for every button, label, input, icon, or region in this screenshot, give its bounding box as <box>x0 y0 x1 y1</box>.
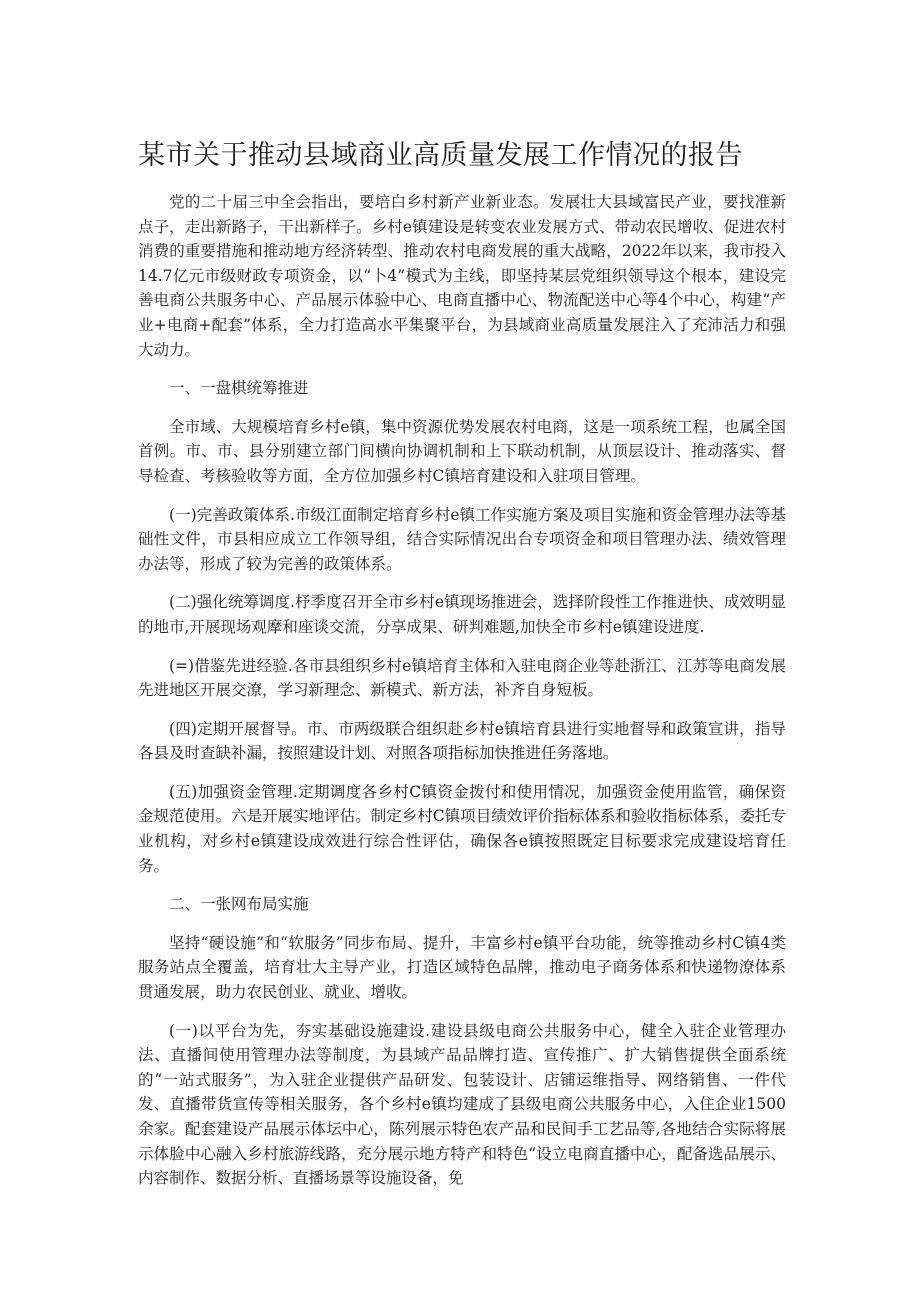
section1-item-2: (二)强化统筹调度.杼季度召开全市乡村e镇现场推进会，选择阶段性工作推进快、成效明显的地市,开展现场观摩和座谈交流，分享成果、研判难题,加快全市乡村e镇建设进度. <box>138 593 786 636</box>
section-heading-2: 二、一张网布局实施 <box>169 895 309 914</box>
section2-intro-paragraph: 坚持“硬设施”和“软服务”同步布局、提升，丰富乡村e镇平台功能，统等推动乡村C镇4类服务站点全覆盖，培育壮大主导产业，打造区域特色品牌，推动电子商务体系和快递物潦体系贯通发展，助力农民创业、就业、增收。 <box>138 933 786 1002</box>
page-title: 某市关于推动县域商业高质量发展工作情况的报告 <box>138 140 743 171</box>
section1-intro-paragraph: 全市域、大规模培育乡村e镇，集中资源优势发展农村电商，这是一项系统工程，也属全国首例。市、市、县分别建立部门间横向协调机制和上下联动机制，从顶层设计、推动落实、督导检查、考核验收等方面，全方位加强乡村C镇培育建设和入驻项目管理。 <box>138 417 786 485</box>
section1-item-5: (五)加强资金管理.定期调度各乡村C镇资金拨付和使用情况，加强资金使用监管，确保资金规范使用。六是开展实地评估。制定乡村C镇项目绩效评价指标体系和验收指标体系，委托专业机构，对乡村e镇建设成效进行综合性评估，确保各e镇按照既定目标要求完成建设培育任务。 <box>138 782 786 875</box>
section1-item-1: (一)完善政策体系.市级江面制定培育乡村e镇工作实施方案及项目实施和资金管理办法等基础性文件，市县相应成立工作领导组，结合实际情况出台专项资金和项目管理办法、绩效管理办法等，形成了较为完善的政策体系。 <box>138 505 786 573</box>
section1-item-4: (四)定期开展督导。市、市两级联合组织赴乡村e镇培育县进行实地督导和政策宣讲，指导各县及时查缺补漏，按照建设计划、对照各项指标加快推进任务落地。 <box>138 719 786 763</box>
section1-item-3: (=)借鉴先进经验.各市县组织乡村e镇培育主体和入驻电商企业等赴浙江、江苏等电商发展先进地区开展交潦，学习新理念、新模式、新方法，补齐自身短板。 <box>138 656 786 700</box>
section-heading-1: 一、一盘棋统筹推进 <box>169 379 309 398</box>
intro-paragraph: 党的二十届三中全会指出，要培白乡村新产业新业态。发展壮大县域富民产业，要找准新点子，走出新路子，干出新样子。乡村e镇建设是转变农业发展方式、带动农民增收、促进农村消费的重要措施和推动地方经济转型、推动农村电商发展的重大战略，2022年以来，我市投入14.7亿元市级财政专项资金，以“卜4”模式为主线，即坚持某层党组织领导这个根本，建设完善电商公共服务中心、产品展示体验中心、电商直播中心、物流配送中心等4个中心，构建“产业+电商+配套”体系，全力打造高水平集聚平台，为县域商业高质量发展注入了充沛活力和强大动力。 <box>138 193 786 359</box>
section2-item-1: (一)以平台为先，夯实基础设施建设.建设县级电商公共服务中心，健全入驻企业管理办法、直播间使用管理办法等制度，为县域产品品牌打造、宣传推广、扩大销售提供全面系统的“一站式服务”，为入驻企业提供产品研发、包装设计、店铺运维指导、网络销售、一件代发、直播带货宣传等相关服务，各个乡村e镇均建成了县级电商公共服务中心，入住企业1500余家。配套建设产品展示体坛中心，陈列展示特色农产品和民间手工艺品等,各地结合实际将展示体脸中心融入乡村旅游线路，充分展示地方特产和特色“设立电商直播中心，配备选品展示、内容制作、数据分析、直播场景等设施设备，免 <box>138 1021 786 1188</box>
